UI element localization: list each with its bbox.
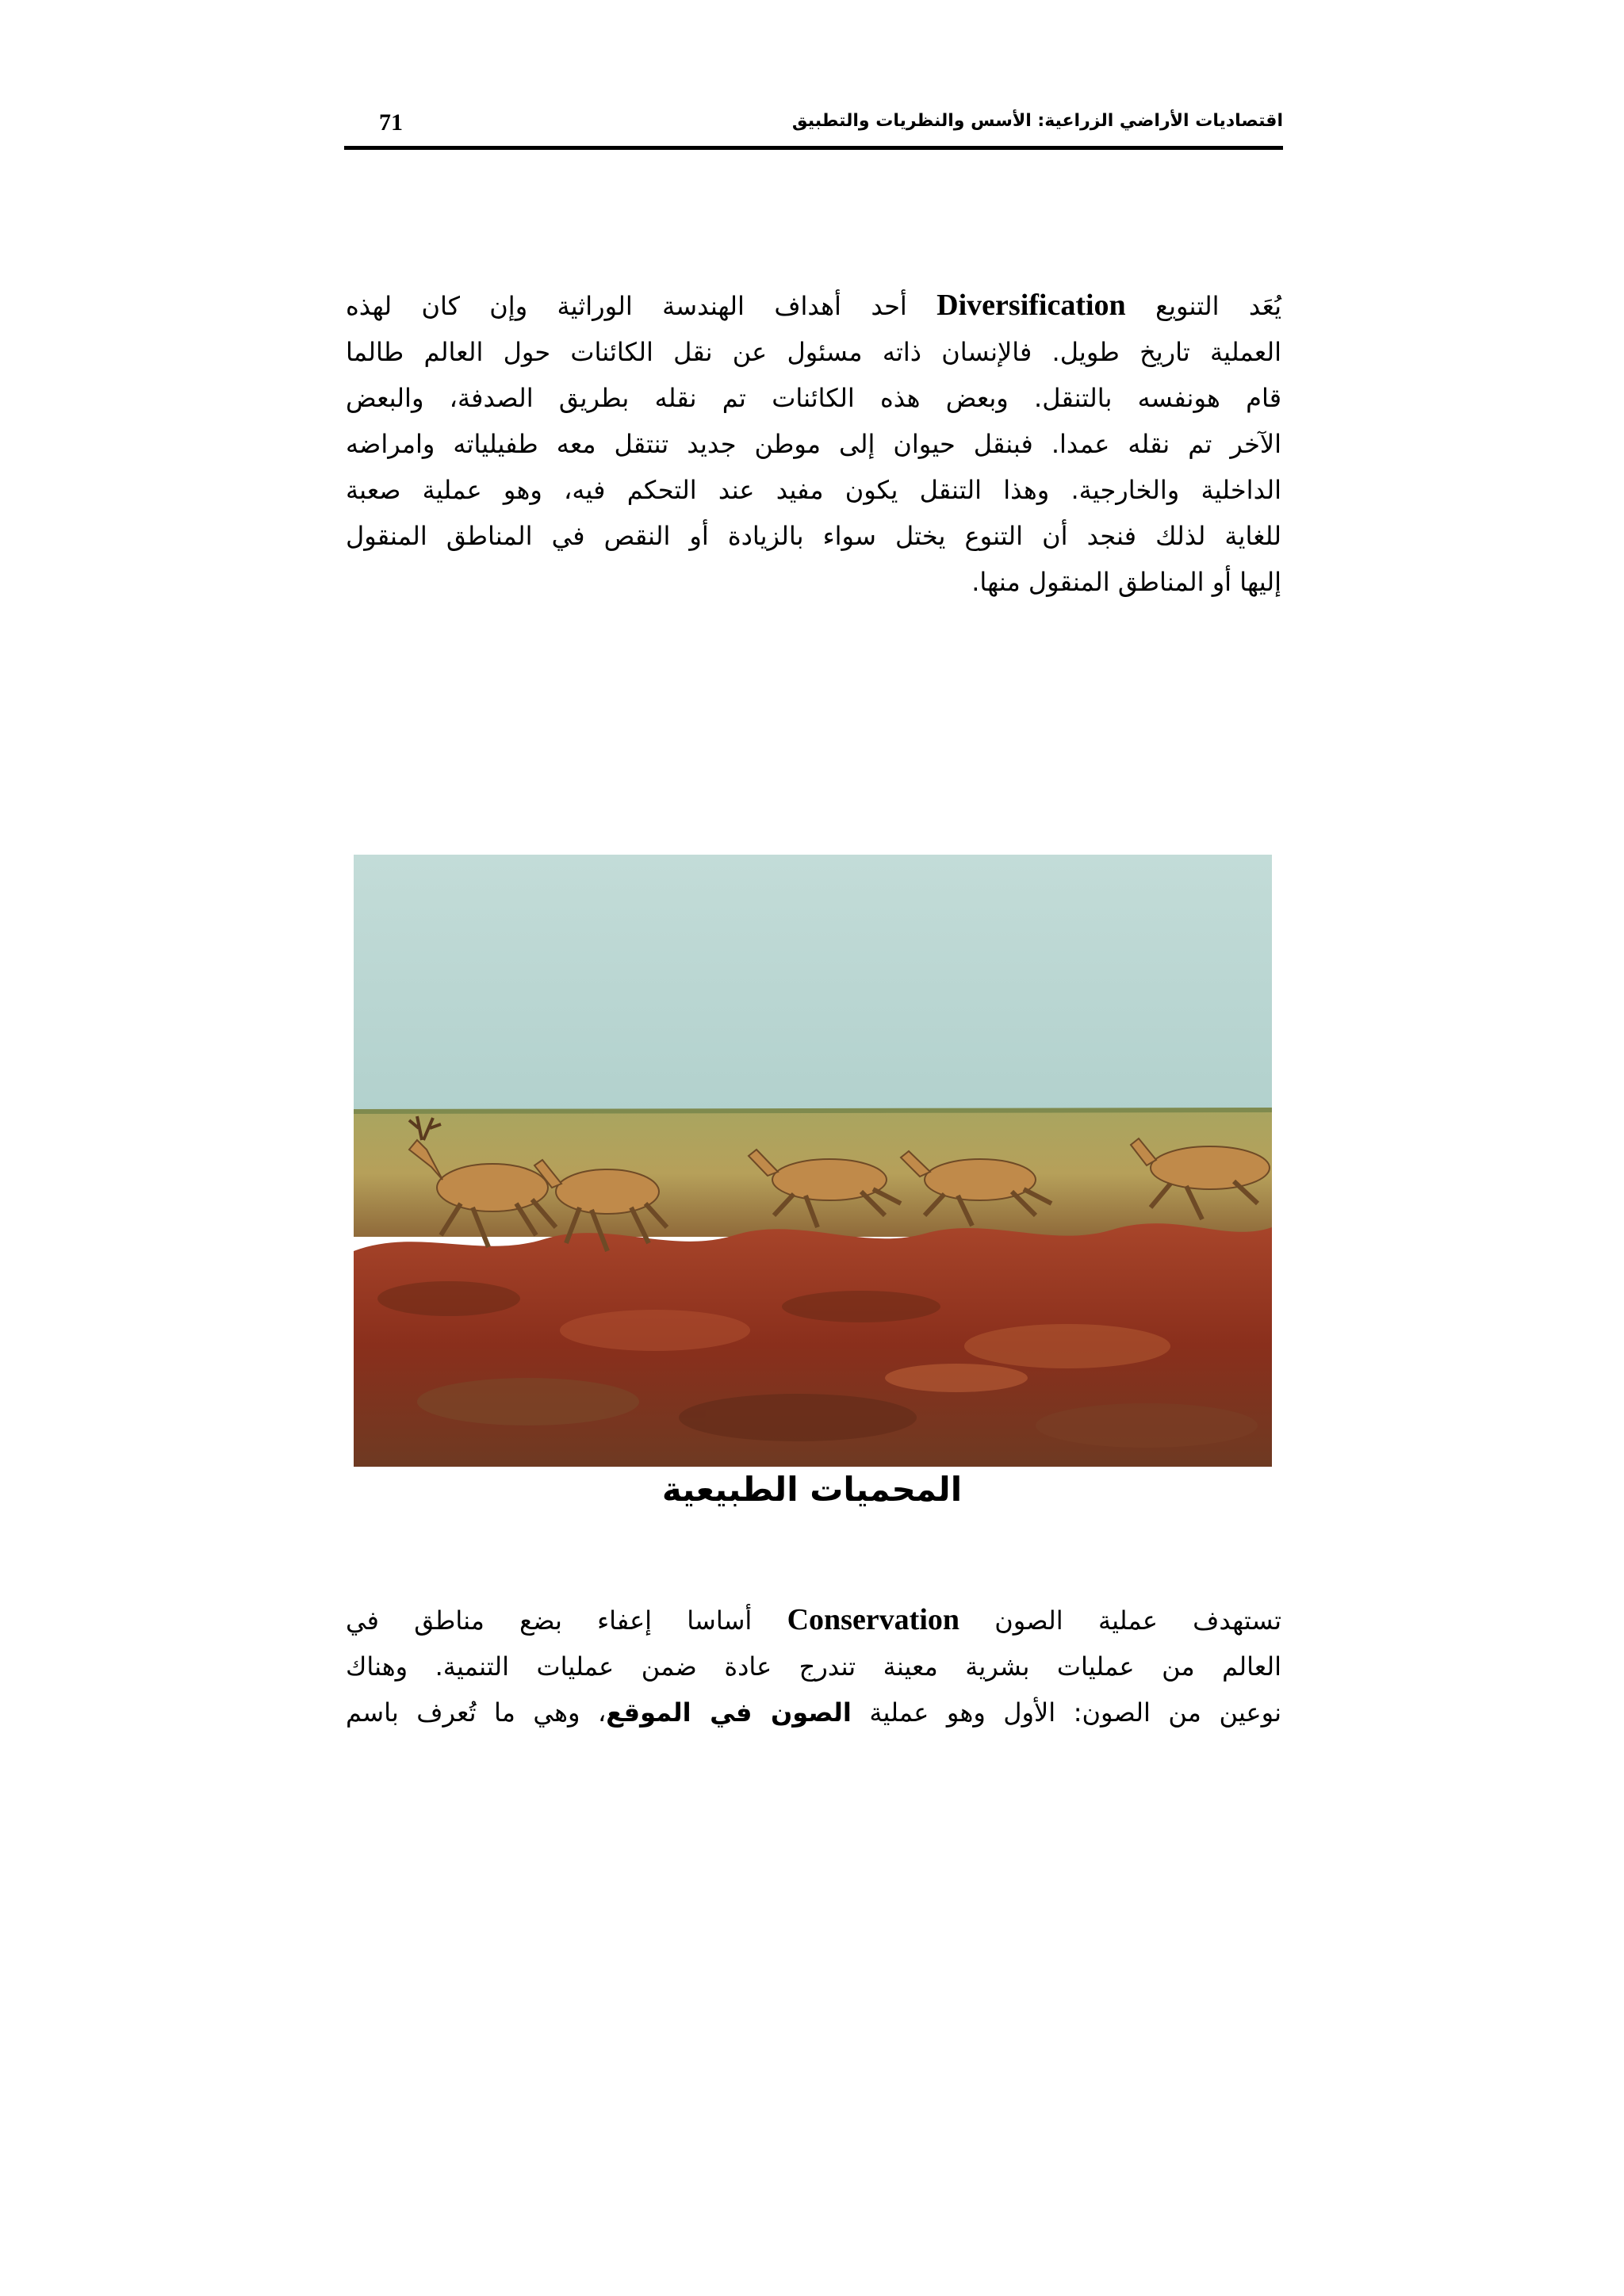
paragraph-line: للغاية لذلك فنجد أن التنوع يختل سواء بالزيادة أو النقص في المناطق المنقول bbox=[346, 521, 1281, 551]
sky bbox=[354, 855, 1272, 1112]
paragraph-line: يُعَد التنويع Diversification أحد أهداف الهندسة الوراثية وإن كان لهذه bbox=[346, 289, 1282, 322]
paragraph-conservation bbox=[346, 1597, 1281, 1735]
paragraph-line: العالم من عمليات بشرية معينة تندرج عادة ضمن عمليات التنمية. وهناك bbox=[346, 1651, 1281, 1682]
paragraph-line: نوعين من الصون: الأول وهو عملية الصون في الموقع، وهي ما تُعرف باسم bbox=[346, 1697, 1282, 1728]
term-conservation: Conservation bbox=[787, 1603, 960, 1636]
paragraph-line: إليها أو المناطق المنقول منها. bbox=[971, 567, 1281, 597]
running-title: اقتصاديات الأراضي الزراعية: الأسس والنظريات والتطبيق bbox=[791, 111, 1283, 131]
page-number: 71 bbox=[379, 109, 403, 136]
term-in-situ-conservation: الصون في الموقع bbox=[606, 1697, 852, 1728]
nature-reserve-photo bbox=[354, 855, 1272, 1467]
running-header bbox=[344, 101, 1283, 149]
paragraph-line: قام هونفسه بالتنقل. وبعض هذه الكائنات تم نقله بطريق الصدفة، والبعض bbox=[346, 383, 1281, 413]
figure-caption: المحميات الطبيعية bbox=[661, 1470, 963, 1509]
term-diversification: Diversification bbox=[936, 289, 1126, 322]
header-rule bbox=[344, 146, 1283, 150]
paragraph-line: تستهدف عملية الصون Conservation أساسا إعفاء بضع مناطق في bbox=[346, 1603, 1282, 1636]
paragraph-line: الآخر تم نقله عمدا. فبنقل حيوان إلى موطن جديد تنتقل معه طفيلياته وامراضه bbox=[346, 429, 1281, 459]
paragraph-line: الداخلية والخارجية. وهذا التنقل يكون مفيد عند التحكم فيه، وهو عملية صعبة bbox=[346, 475, 1281, 505]
paragraph-line: العملية تاريخ طويل. فالإنسان ذاته مسئول عن نقل الكائنات حول العالم طالما bbox=[346, 337, 1281, 367]
paragraph-diversification bbox=[346, 282, 1281, 605]
horizon bbox=[354, 1110, 1272, 1112]
